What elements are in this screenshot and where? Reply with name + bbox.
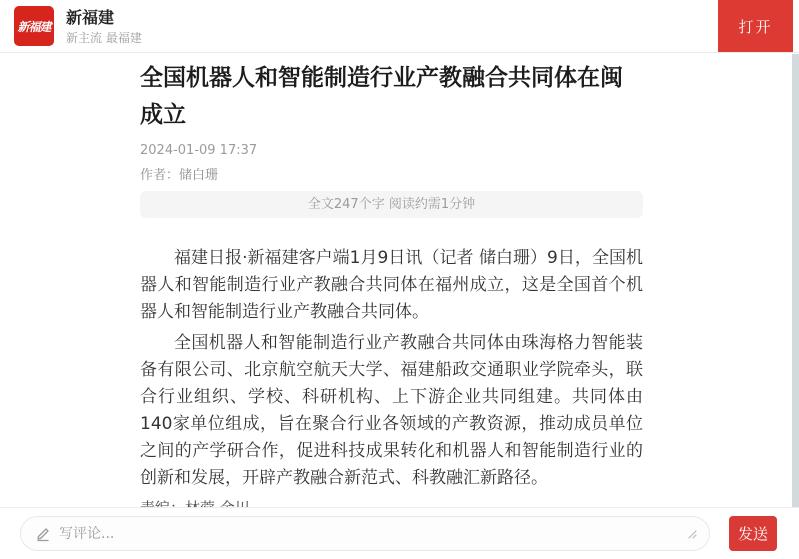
article bbox=[140, 60, 643, 518]
comment-input-pill[interactable] bbox=[20, 516, 710, 551]
open-app-button[interactable]: 打开 bbox=[718, 0, 793, 52]
app-header bbox=[0, 0, 799, 53]
app-logo[interactable] bbox=[14, 6, 54, 46]
app-logo-text: 新福建 bbox=[17, 19, 51, 34]
resize-grip-icon[interactable] bbox=[687, 529, 697, 539]
article-title: 全国机器人和智能制造行业产教融合共同体在闽成立 bbox=[140, 65, 623, 128]
send-comment-button[interactable]: 发送 bbox=[729, 516, 777, 551]
comment-input[interactable] bbox=[59, 526, 679, 542]
app-meta bbox=[66, 9, 142, 45]
article-body bbox=[140, 245, 643, 492]
write-comment-icon bbox=[35, 526, 51, 542]
app-name: 新福建 bbox=[66, 8, 115, 27]
app-tagline: 新主流 最福建 bbox=[66, 31, 142, 45]
word-count-bar: 全文247个字 阅读约需1分钟 bbox=[140, 191, 643, 218]
author-line: 作者：储白珊 bbox=[140, 168, 219, 183]
article-paragraph: 全国机器人和智能制造行业产教融合共同体由珠海格力智能装备有限公司、北京航空航天大学、福建船政交通职业学院牵头，联合行业组织、学校、科研机构、上下游企业共同组建。共同体由140家单位组成，旨在聚合行业各领域的产教资源，推动成员单位之间的产学研合作，促进科技成果转化和机器人和智能制造行业的创新和发展，开辟产教融合新范式、科教融汇新路径。 bbox=[140, 333, 643, 488]
scrollbar-track[interactable] bbox=[792, 54, 799, 540]
publish-time: 2024-01-09 17:37 bbox=[140, 143, 258, 158]
article-paragraph: 福建日报·新福建客户端1月9日讯（记者 储白珊）9日，全国机器人和智能制造行业产教融合共同体在福州成立，这是全国首个机器人和智能制造行业产教融合共同体。 bbox=[140, 248, 643, 322]
comment-bar bbox=[0, 507, 799, 559]
